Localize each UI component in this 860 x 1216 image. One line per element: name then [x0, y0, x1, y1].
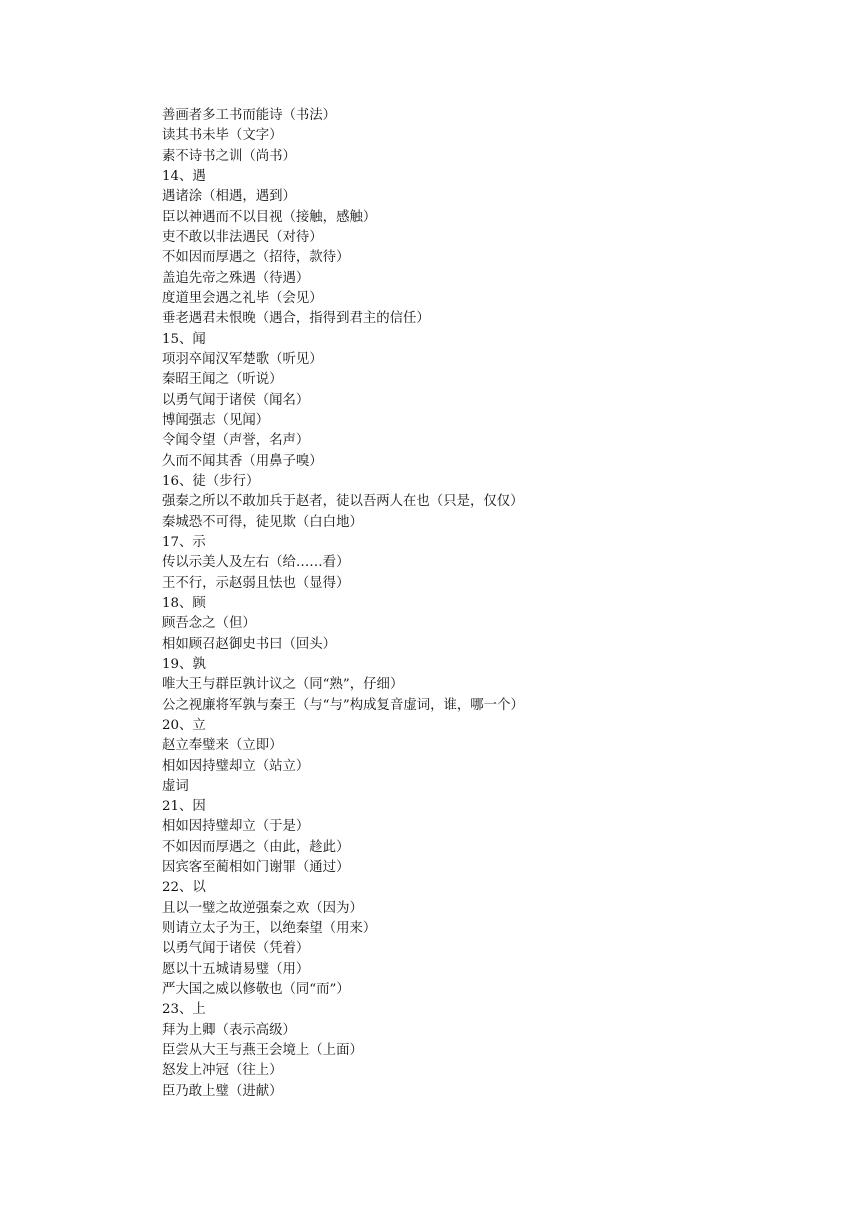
text-line: 臣以神遇而不以目视（接触，感触）	[162, 209, 377, 225]
text-line: 项羽卒闻汉军楚歌（听见）	[162, 351, 323, 367]
section-heading-18: 18、顾	[162, 595, 206, 611]
text-line: 遇诸涂（相遇，遇到）	[162, 189, 296, 205]
text-line: 以勇气闻于诸侯（凭着）	[162, 941, 310, 957]
text-line: 久而不闻其香（用鼻子嗅）	[162, 453, 323, 469]
text-line: 臣乃敢上璧（进献）	[162, 1083, 283, 1099]
text-line: 严大国之威以修敬也（同“而”）	[162, 982, 350, 998]
text-line: 相如顾召赵御史书曰（回头）	[162, 636, 337, 652]
text-line: 唯大王与群臣孰计议之（同“熟”，仔细）	[162, 677, 404, 693]
text-line: 且以一璧之故逆强秦之欢（因为）	[162, 900, 363, 916]
text-line: 相如因持璧却立（于是）	[162, 819, 310, 835]
text-line: 度道里会遇之礼毕（会见）	[162, 290, 323, 306]
text-line: 善画者多工书而能诗（书法）	[162, 108, 337, 123]
text-line: 不如因而厚遇之（招待，款待）	[162, 250, 350, 266]
section-heading-16: 16、徒（步行）	[162, 473, 260, 489]
section-heading-15: 15、闻	[162, 331, 206, 347]
section-heading-17: 17、示	[162, 534, 206, 550]
section-heading-14: 14、遇	[162, 168, 206, 184]
text-line: 素不诗书之训（尚书）	[162, 148, 296, 164]
text-line: 臣尝从大王与燕王会境上（上面）	[162, 1043, 363, 1059]
text-line: 吏不敢以非法遇民（对待）	[162, 229, 323, 245]
text-line: 强秦之所以不敢加兵于赵者，徒以吾两人在也（只是，仅仅）	[162, 494, 524, 510]
text-line: 相如因持璧却立（站立）	[162, 758, 310, 774]
text-line: 不如因而厚遇之（由此，趁此）	[162, 839, 350, 855]
section-heading-22: 22、以	[162, 880, 206, 896]
text-line: 愿以十五城请易璧（用）	[162, 961, 310, 977]
text-line: 垂老遇君未恨晚（遇合，指得到君主的信任）	[162, 311, 430, 327]
part-heading-function-words: 虚词	[162, 778, 189, 794]
section-heading-20: 20、立	[162, 717, 206, 733]
text-line: 秦城恐不可得，徒见欺（白白地）	[162, 514, 363, 530]
text-line: 传以示美人及左右（给……看）	[162, 555, 350, 571]
text-line: 秦昭王闻之（听说）	[162, 372, 283, 388]
text-line: 怒发上冲冠（往上）	[162, 1063, 283, 1079]
text-line: 博闻强志（见闻）	[162, 412, 270, 428]
text-line: 拜为上卿（表示高级）	[162, 1022, 296, 1038]
section-heading-21: 21、因	[162, 799, 206, 815]
section-heading-19: 19、孰	[162, 656, 206, 672]
text-line: 因宾客至蔺相如门谢罪（通过）	[162, 860, 350, 876]
text-line: 读其书未毕（文字）	[162, 128, 283, 144]
section-heading-23: 23、上	[162, 1002, 206, 1018]
text-line: 以勇气闻于诸侯（闻名）	[162, 392, 310, 408]
text-line: 公之视廉将军孰与秦王（与“与”构成复音虚词，谁，哪一个）	[162, 697, 524, 713]
text-line: 赵立奉璧来（立即）	[162, 738, 283, 754]
document-text-block	[162, 106, 842, 1102]
text-line: 则请立太子为王，以绝秦望（用来）	[162, 921, 377, 937]
text-line: 顾吾念之（但）	[162, 616, 256, 632]
text-line: 令闻令望（声誉，名声）	[162, 433, 310, 449]
text-line: 王不行，示赵弱且怯也（显得）	[162, 575, 350, 591]
text-line: 盖追先帝之殊遇（待遇）	[162, 270, 310, 286]
